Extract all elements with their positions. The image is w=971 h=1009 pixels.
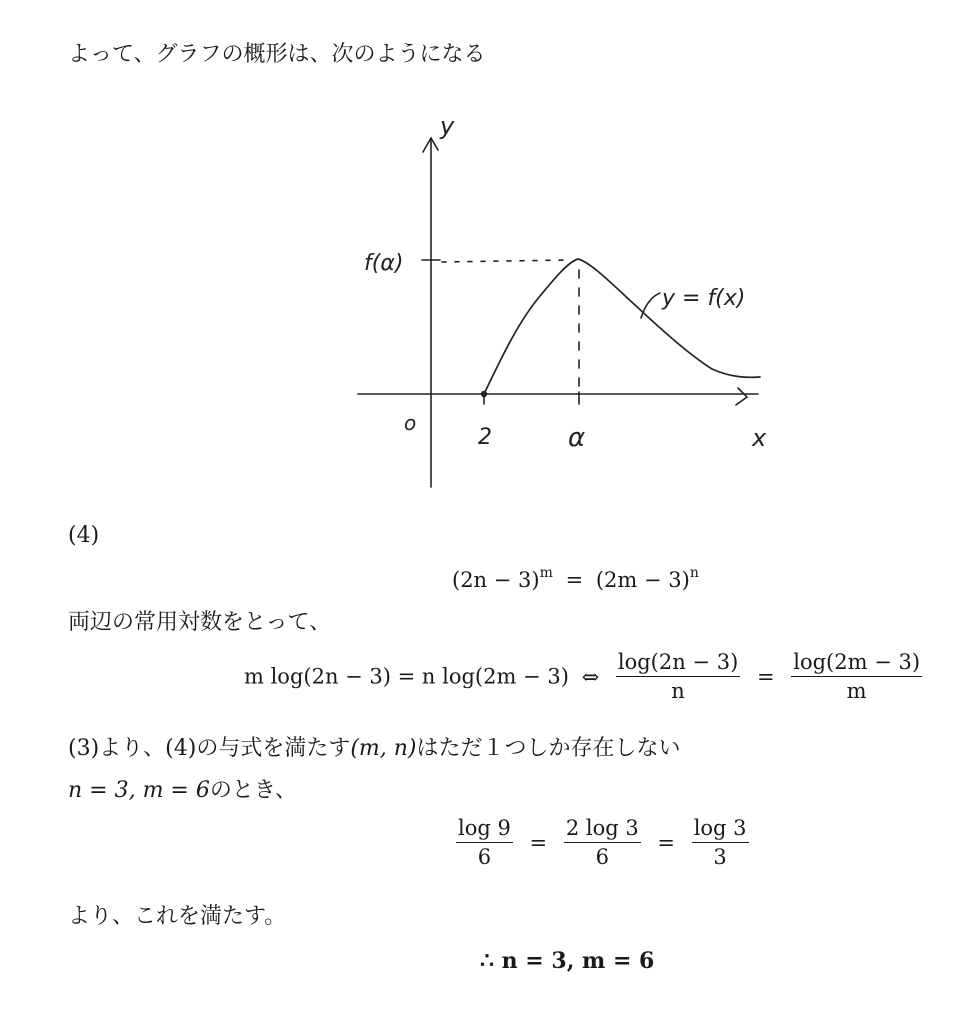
eq2-f2-numerator: log(2m − 3) <box>791 652 922 677</box>
graph-sketch <box>340 105 780 495</box>
uniqueness-pair: (m, n) <box>350 736 417 761</box>
eq3-fraction-2 <box>564 818 641 868</box>
uniqueness-sentence <box>68 738 681 760</box>
log-sentence: 両辺の常用対数をとって、 <box>68 610 332 635</box>
eq2-f1-numerator: log(2n − 3) <box>616 652 740 677</box>
y-axis-label: y <box>440 112 455 140</box>
eq1-equals: = <box>565 568 584 592</box>
when-sentence <box>68 780 297 802</box>
eq2-f1-denominator: n <box>671 679 685 703</box>
eq3-f3-denominator: 3 <box>713 845 727 869</box>
eq3-fraction-3 <box>692 818 749 868</box>
dashed-horizontal-f-alpha <box>442 260 570 262</box>
eq1-rhs-exponent: n <box>689 565 699 581</box>
curve-y-f-x <box>484 259 760 394</box>
eq2-equals: = <box>756 664 775 689</box>
eq3-f1-denominator: 6 <box>477 845 492 869</box>
equation-2 <box>244 652 926 702</box>
equation-1 <box>452 565 699 592</box>
eq2-left: m log(2n − 3) = n log(2m − 3) <box>244 664 569 689</box>
final-answer: ∴ n = 3, m = 6 <box>480 948 655 974</box>
x-tick-label-2: 2 <box>478 425 492 450</box>
x-axis-arrowhead <box>736 388 747 405</box>
point-at-2 <box>482 392 487 397</box>
eq3-equals-2: = <box>657 830 675 855</box>
eq3-f1-numerator: log 9 <box>456 818 513 843</box>
origin-label: o <box>404 411 417 435</box>
eq3-f2-denominator: 6 <box>595 845 609 869</box>
satisfies-sentence: より、これを満たす。 <box>68 904 287 929</box>
y-tick-label-f-alpha: f(α) <box>364 251 404 276</box>
eq2-f2-denominator: m <box>846 679 867 703</box>
equation-3 <box>452 818 753 868</box>
uniqueness-text-a: (3)より、(4)の与式を満たす <box>68 736 351 761</box>
eq3-f2-numerator: 2 log 3 <box>564 818 641 843</box>
curve-label: y = f(x) <box>662 286 746 311</box>
part-4-label: (4) <box>68 523 100 548</box>
uniqueness-text-b: はただ１つしか存在しない <box>416 736 681 761</box>
eq3-equals-1: = <box>529 830 548 855</box>
x-tick-label-alpha: α <box>568 423 586 453</box>
eq2-fraction-1 <box>616 652 740 702</box>
intro-text: よって、グラフの概形は、次のようになる <box>68 42 486 67</box>
eq2-iff: ⇔ <box>581 664 600 689</box>
eq1-lhs-exponent: m <box>539 565 553 581</box>
x-axis-label: x <box>752 424 767 452</box>
when-suffix: のとき、 <box>209 778 297 803</box>
eq1-rhs-base: (2m − 3) <box>595 568 690 592</box>
eq3-f3-numerator: log 3 <box>692 818 749 843</box>
eq2-fraction-2 <box>791 652 922 702</box>
when-equation: n = 3, m = 6 <box>68 778 210 803</box>
eq1-lhs-base: (2n − 3) <box>452 568 540 592</box>
eq3-fraction-1 <box>456 818 513 868</box>
